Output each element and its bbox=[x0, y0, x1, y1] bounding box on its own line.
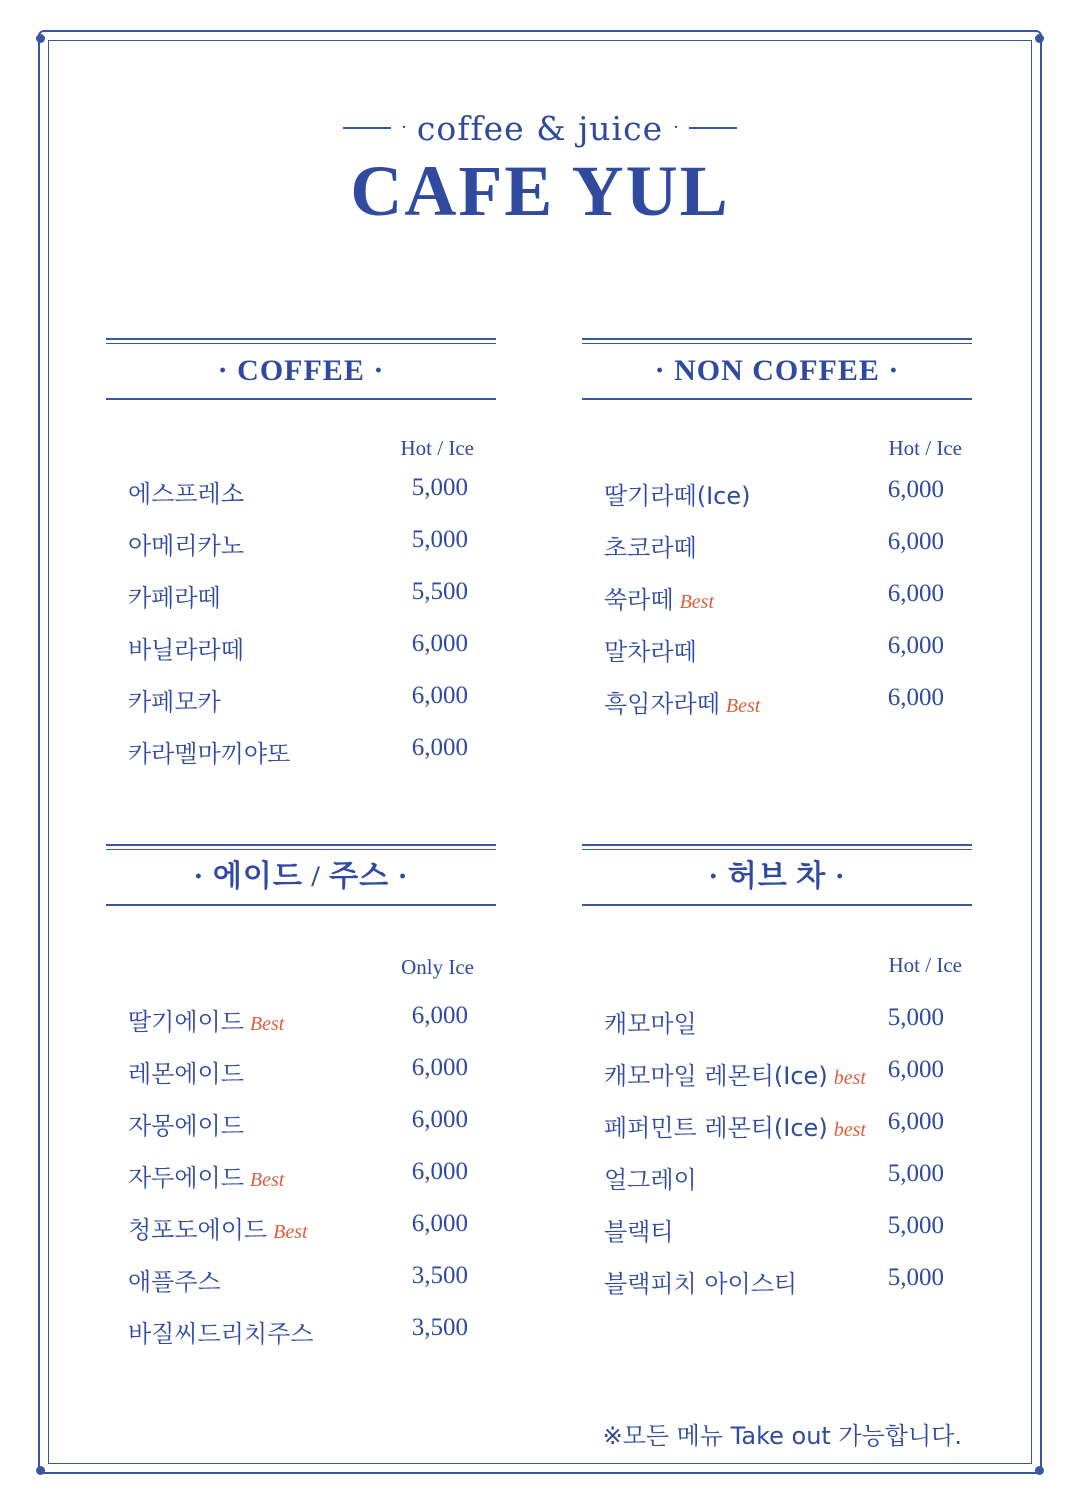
menu-item-name bbox=[128, 1002, 284, 1037]
non-coffee-column-header: Hot / Ice bbox=[888, 436, 962, 460]
menu-item-price: 5,000 bbox=[887, 1004, 944, 1031]
menu-item bbox=[604, 1004, 944, 1038]
section-rule-top bbox=[106, 338, 496, 340]
menu-item-name bbox=[604, 1004, 697, 1039]
menu-item-price: 6,000 bbox=[411, 1002, 468, 1029]
menu-item bbox=[604, 1056, 944, 1090]
best-badge: Best bbox=[679, 591, 714, 613]
best-badge: best bbox=[833, 1119, 866, 1141]
menu-item-price: 5,000 bbox=[411, 474, 468, 501]
menu-item-label: 애플주스 bbox=[128, 1268, 221, 1296]
menu-item-label: 캐모마일 레몬티(Ice) bbox=[604, 1062, 828, 1090]
section-title: · NON COFFEE · bbox=[654, 354, 900, 387]
menu-item bbox=[128, 1106, 468, 1140]
corner-dot-bottom-left bbox=[36, 1466, 45, 1475]
takeout-note: ※모든 메뉴 Take out 가능합니다. bbox=[602, 1422, 962, 1450]
menu-item-name bbox=[604, 1264, 797, 1299]
section-rule-bottom bbox=[582, 398, 972, 400]
section-title: · COFFEE · bbox=[217, 354, 385, 387]
menu-item-price: 5,000 bbox=[411, 526, 468, 553]
best-badge: best bbox=[833, 1067, 866, 1089]
menu-item bbox=[128, 1002, 468, 1036]
menu-item-name bbox=[604, 528, 697, 563]
menu-item-name bbox=[604, 580, 714, 615]
best-badge: Best bbox=[249, 1169, 285, 1191]
menu-item-name bbox=[128, 734, 290, 769]
best-badge: Best bbox=[725, 695, 761, 717]
menu-item-name bbox=[128, 682, 221, 717]
menu-item-label: 카페모카 bbox=[128, 688, 221, 716]
menu-item-price: 6,000 bbox=[887, 528, 944, 555]
section-title: · 에이드 / 주스 · bbox=[193, 860, 409, 893]
section-coffee bbox=[106, 338, 496, 400]
menu-item-label: 말차라떼 bbox=[604, 638, 697, 666]
menu-item-name bbox=[604, 1212, 674, 1247]
menu-item-price: 6,000 bbox=[411, 1210, 468, 1237]
menu-item-label: 자몽에이드 bbox=[128, 1112, 244, 1140]
menu-item bbox=[604, 1160, 944, 1194]
menu-item bbox=[128, 578, 468, 612]
menu-item bbox=[604, 1108, 944, 1142]
menu-item-price: 6,000 bbox=[411, 734, 468, 761]
best-badge: Best bbox=[273, 1221, 308, 1243]
ade-juice-column-header: Only Ice bbox=[401, 955, 474, 979]
section-rule-bottom bbox=[106, 398, 496, 400]
section-rule-bottom bbox=[106, 904, 496, 906]
cafe-title: CAFE YUL bbox=[350, 151, 730, 231]
subtitle: coffee & juice bbox=[416, 108, 664, 148]
subtitle-right-line bbox=[689, 127, 737, 129]
menu-item-label: 레몬에이드 bbox=[128, 1060, 244, 1088]
section-rule-top bbox=[582, 338, 972, 340]
menu-item-name bbox=[604, 1108, 866, 1143]
herb-tea-column-header: Hot / Ice bbox=[888, 953, 962, 977]
menu-item-label: 딸기에이드 bbox=[128, 1008, 244, 1036]
menu-item bbox=[128, 734, 468, 768]
menu-item bbox=[128, 682, 468, 716]
menu-item-price: 6,000 bbox=[887, 632, 944, 659]
menu-item-price: 5,000 bbox=[887, 1212, 944, 1239]
menu-item-price: 6,000 bbox=[411, 1158, 468, 1185]
menu-item-name bbox=[128, 1054, 244, 1089]
menu-item bbox=[128, 1054, 468, 1088]
menu-item bbox=[604, 684, 944, 718]
subtitle-right-dot: · bbox=[673, 117, 679, 138]
section-rule-bottom bbox=[582, 904, 972, 906]
menu-item-label: 흑임자라떼 bbox=[604, 690, 720, 718]
menu-item bbox=[128, 474, 468, 508]
subtitle-left-dot: · bbox=[401, 117, 407, 138]
subtitle-left-line bbox=[343, 127, 391, 129]
menu-item-label: 카페라떼 bbox=[128, 584, 221, 612]
menu-item-label: 아메리카노 bbox=[128, 532, 244, 560]
menu-item-name bbox=[128, 474, 244, 509]
menu-item-price: 5,000 bbox=[887, 1264, 944, 1291]
menu-item-name bbox=[128, 1210, 308, 1245]
menu-item-price: 6,000 bbox=[887, 1108, 944, 1135]
menu-item-label: 에스프레소 bbox=[128, 480, 244, 508]
menu-item-name bbox=[128, 526, 244, 561]
section-rule-top bbox=[582, 844, 972, 846]
corner-dot-bottom-right bbox=[1035, 1466, 1044, 1475]
menu-item bbox=[128, 1210, 468, 1244]
corner-dot-top-left bbox=[36, 34, 45, 43]
section-non-coffee bbox=[582, 338, 972, 400]
menu-item-name bbox=[128, 578, 221, 613]
menu-item-label: 블랙피치 아이스티 bbox=[604, 1270, 798, 1298]
menu-item bbox=[128, 526, 468, 560]
menu-item-label: 바질씨드리치주스 bbox=[128, 1320, 314, 1348]
menu-item-price: 3,500 bbox=[411, 1314, 468, 1341]
best-badge: Best bbox=[249, 1013, 285, 1035]
menu-item-label: 초코라떼 bbox=[604, 534, 697, 562]
menu-item-name bbox=[128, 1158, 284, 1193]
menu-item bbox=[604, 476, 944, 510]
menu-item bbox=[128, 1158, 468, 1192]
section-herb-tea bbox=[582, 844, 972, 906]
menu-item bbox=[604, 580, 944, 614]
menu-item-name bbox=[604, 684, 760, 719]
menu-item-label: 딸기라떼(Ice) bbox=[604, 482, 751, 510]
subtitle-row bbox=[0, 108, 1080, 148]
section-title: · 허브 차 · bbox=[708, 860, 846, 893]
menu-item-label: 블랙티 bbox=[604, 1218, 674, 1246]
coffee-column-header: Hot / Ice bbox=[400, 436, 474, 460]
section-rule-top bbox=[106, 844, 496, 846]
menu-item-price: 6,000 bbox=[887, 580, 944, 607]
menu-item-label: 카라멜마끼야또 bbox=[128, 740, 291, 768]
menu-item bbox=[128, 630, 468, 664]
menu-item-price: 6,000 bbox=[887, 1056, 944, 1083]
menu-item-price: 6,000 bbox=[411, 682, 468, 709]
menu-item-price: 6,000 bbox=[411, 1054, 468, 1081]
menu-item-name bbox=[128, 1262, 221, 1297]
menu-item bbox=[604, 1264, 944, 1298]
menu-item-price: 6,000 bbox=[887, 684, 944, 711]
menu-item-price: 5,000 bbox=[887, 1160, 944, 1187]
menu-item-label: 바닐라라떼 bbox=[128, 636, 244, 664]
menu-item-label: 청포도에이드 bbox=[128, 1216, 268, 1244]
menu-item-price: 6,000 bbox=[887, 476, 944, 503]
menu-item-price: 6,000 bbox=[411, 630, 468, 657]
menu-item bbox=[128, 1262, 468, 1296]
menu-item bbox=[604, 1212, 944, 1246]
menu-item-name bbox=[604, 1056, 866, 1091]
menu-item bbox=[128, 1314, 468, 1348]
section-ade-juice bbox=[106, 844, 496, 906]
menu-item-price: 3,500 bbox=[411, 1262, 468, 1289]
menu-item bbox=[604, 632, 944, 666]
corner-dot-top-right bbox=[1035, 34, 1044, 43]
menu-item-label: 자두에이드 bbox=[128, 1164, 244, 1192]
menu-item-price: 6,000 bbox=[411, 1106, 468, 1133]
menu-item-name bbox=[604, 476, 751, 511]
menu-item-name bbox=[128, 1314, 313, 1349]
menu-item-name bbox=[604, 632, 697, 667]
menu-item-label: 페퍼민트 레몬티(Ice) bbox=[604, 1114, 828, 1142]
menu-item-label: 쑥라떼 bbox=[604, 586, 674, 614]
menu-item bbox=[604, 528, 944, 562]
menu-item-price: 5,500 bbox=[411, 578, 468, 605]
menu-item-label: 캐모마일 bbox=[604, 1010, 697, 1038]
menu-item-name bbox=[128, 1106, 244, 1141]
menu-item-name bbox=[604, 1160, 697, 1195]
menu-item-name bbox=[128, 630, 244, 665]
menu-item-label: 얼그레이 bbox=[604, 1166, 697, 1194]
